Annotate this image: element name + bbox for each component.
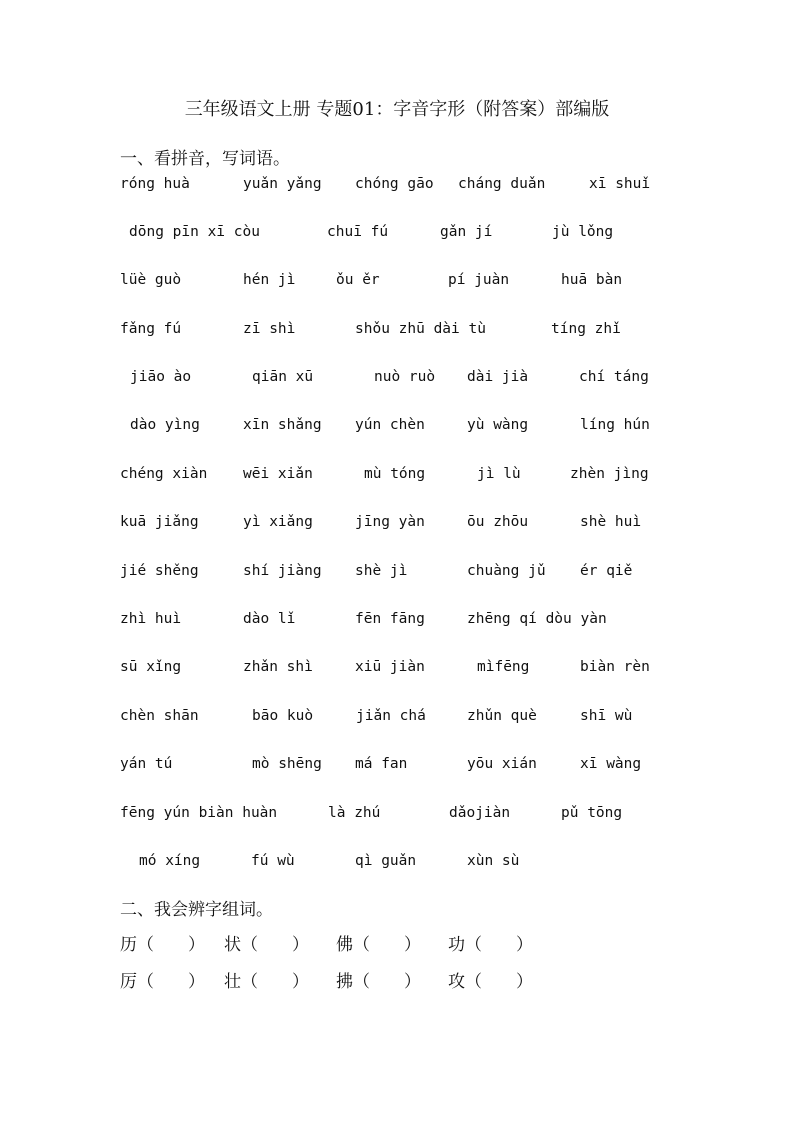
pinyin-word: fēn fāng [355, 611, 425, 627]
pinyin-row [0, 462, 794, 486]
pinyin-word: zhèn jìng [570, 466, 649, 482]
pinyin-word: kuā jiǎng [120, 514, 199, 530]
pinyin-word: líng hún [580, 417, 650, 433]
char-fill-item: 状（ ） [224, 935, 309, 955]
pinyin-word: xùn sù [467, 853, 520, 869]
pinyin-row [0, 413, 794, 437]
pinyin-word: chí táng [579, 369, 649, 385]
pinyin-word: lüè guò [120, 272, 182, 288]
pinyin-word: tíng zhǐ [551, 321, 621, 337]
pinyin-row [0, 655, 794, 679]
char-fill-item: 攻（ ） [448, 972, 533, 992]
pinyin-word: róng huà [120, 176, 190, 192]
char-row [120, 932, 680, 958]
pinyin-word: shí jiàng [243, 563, 322, 579]
pinyin-word: zī shì [243, 321, 296, 337]
pinyin-word: yuǎn yǎng [243, 176, 322, 192]
char-fill-item: 功（ ） [448, 935, 533, 955]
pinyin-word: pí juàn [448, 272, 510, 288]
pinyin-word: ōu zhōu [467, 514, 529, 530]
pinyin-word: qiān xū [252, 369, 314, 385]
pinyin-word: wēi xiǎn [243, 466, 313, 482]
pinyin-word: yù wàng [467, 417, 529, 433]
pinyin-word: jīng yàn [355, 514, 425, 530]
pinyin-row [0, 801, 794, 825]
pinyin-word: fēng yún biàn huàn [120, 805, 278, 821]
char-fill-item: 佛（ ） [336, 935, 421, 955]
pinyin-word: nuò ruò [374, 369, 436, 385]
pinyin-word: xī shuǐ [589, 176, 651, 192]
pinyin-row [0, 849, 794, 873]
pinyin-word: huā bàn [561, 272, 623, 288]
pinyin-word: dào lǐ [243, 611, 296, 627]
pinyin-word: jù lǒng [552, 224, 614, 240]
page-title: 三年级语文上册 专题01：字音字形（附答案）部编版 [184, 99, 610, 120]
section1-heading: 一、看拼音，写词语。 [120, 149, 290, 169]
pinyin-word: jiāo ào [130, 369, 192, 385]
pinyin-row [0, 172, 794, 196]
pinyin-word: zhēng qí dòu yàn [467, 611, 607, 627]
pinyin-word: jiǎn chá [356, 708, 426, 724]
pinyin-word: xiū jiàn [355, 659, 425, 675]
pinyin-word: qì guǎn [355, 853, 417, 869]
pinyin-word: sū xǐng [120, 659, 182, 675]
pinyin-row [0, 704, 794, 728]
pinyin-row [0, 268, 794, 292]
pinyin-word: shī wù [580, 708, 633, 724]
pinyin-word: fǎng fú [120, 321, 182, 337]
pinyin-word: dào yìng [130, 417, 200, 433]
pinyin-word: dài jià [467, 369, 529, 385]
pinyin-word: má fan [355, 756, 408, 772]
pinyin-word: shǒu zhū dài tù [355, 321, 486, 337]
pinyin-word: yún chèn [355, 417, 425, 433]
pinyin-word: gǎn jí [440, 224, 493, 240]
pinyin-row [0, 317, 794, 341]
pinyin-row [0, 607, 794, 631]
char-fill-item: 拂（ ） [336, 972, 421, 992]
pinyin-word: chèn shān [120, 708, 199, 724]
pinyin-word: bāo kuò [252, 708, 314, 724]
pinyin-word: yì xiǎng [243, 514, 313, 530]
pinyin-word: pǔ tōng [561, 805, 623, 821]
pinyin-row [0, 559, 794, 583]
pinyin-row [0, 365, 794, 389]
pinyin-word: fú wù [251, 853, 295, 869]
pinyin-word: hén jì [243, 272, 296, 288]
pinyin-word: dōng pīn xī còu [129, 224, 260, 240]
pinyin-row [0, 220, 794, 244]
pinyin-word: ér qiě [580, 563, 633, 579]
pinyin-word: jié shěng [120, 563, 199, 579]
pinyin-word: zhì huì [120, 611, 182, 627]
pinyin-word: chóng gāo [355, 176, 434, 192]
pinyin-word: jì lù [477, 466, 521, 482]
char-fill-item: 厉（ ） [120, 972, 205, 992]
pinyin-word: dǎojiàn [449, 805, 511, 821]
char-fill-item: 历（ ） [120, 935, 205, 955]
pinyin-word: chuàng jǔ [467, 563, 546, 579]
pinyin-word: chuī fú [327, 224, 389, 240]
section2-heading: 二、我会辨字组词。 [120, 900, 273, 920]
pinyin-word: ǒu ěr [336, 272, 380, 288]
pinyin-word: shè huì [580, 514, 642, 530]
pinyin-word: mó xíng [139, 853, 201, 869]
char-fill-item: 壮（ ） [224, 972, 309, 992]
char-row [120, 969, 680, 995]
pinyin-word: xīn shǎng [243, 417, 322, 433]
pinyin-word: mò shēng [252, 756, 322, 772]
pinyin-word: mìfēng [477, 659, 530, 675]
pinyin-word: yán tú [120, 756, 173, 772]
pinyin-word: zhǎn shì [243, 659, 313, 675]
pinyin-word: mù tóng [364, 466, 426, 482]
pinyin-word: xī wàng [580, 756, 642, 772]
pinyin-row [0, 510, 794, 534]
pinyin-word: là zhú [328, 805, 381, 821]
pinyin-word: yōu xián [467, 756, 537, 772]
pinyin-word: shè jì [355, 563, 408, 579]
pinyin-word: zhǔn què [467, 708, 537, 724]
pinyin-row [0, 752, 794, 776]
pinyin-word: biàn rèn [580, 659, 650, 675]
pinyin-word: cháng duǎn [458, 176, 546, 192]
pinyin-word: chéng xiàn [120, 466, 208, 482]
